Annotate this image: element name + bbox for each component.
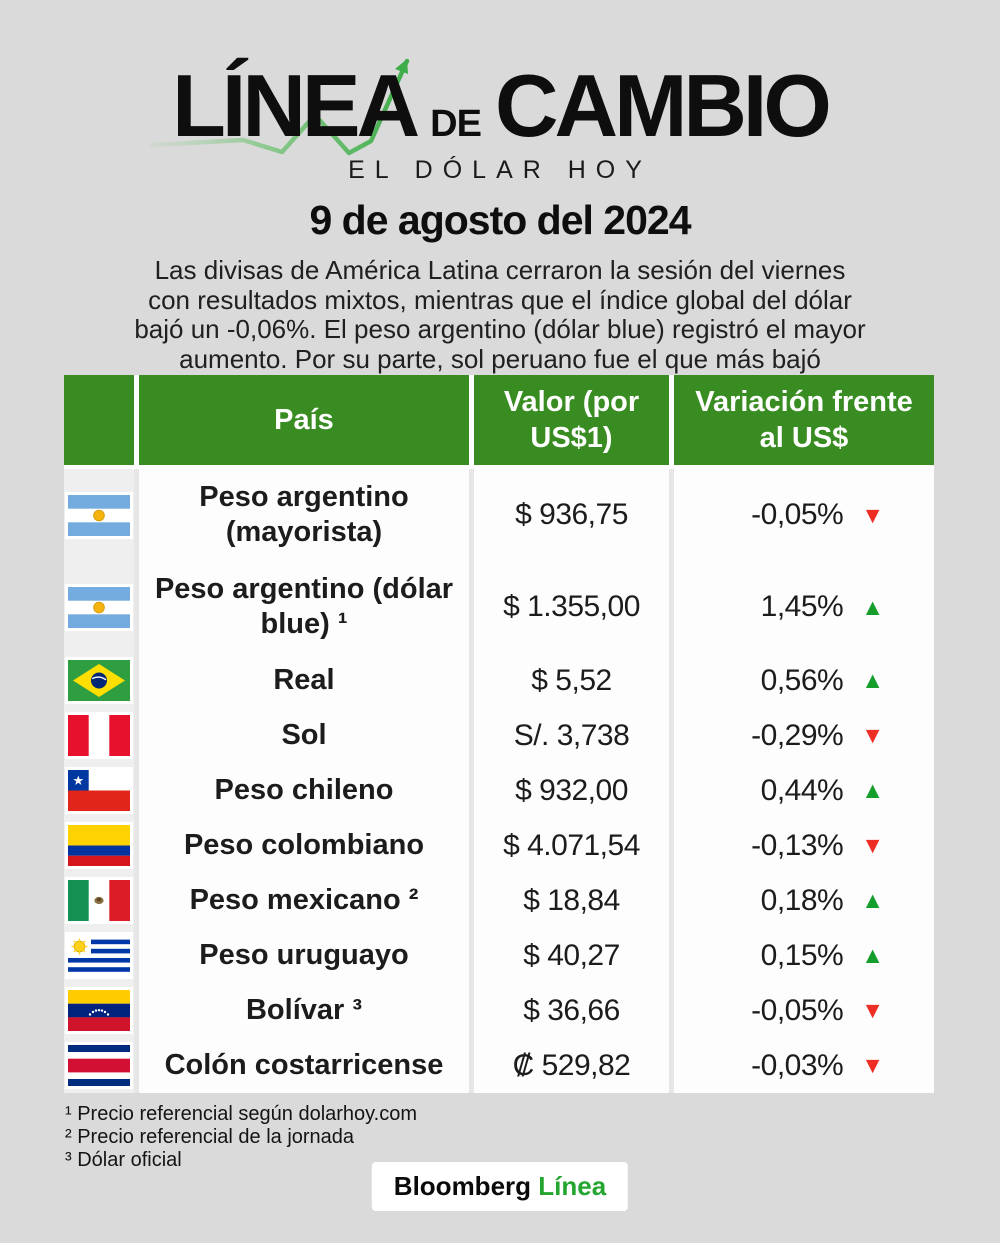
- country-name: Sol: [139, 708, 469, 763]
- intro-line: con resultados mixtos, mientras que el índice global del dólar: [148, 284, 852, 315]
- arrow-down-icon: ▼: [861, 722, 884, 748]
- subtitle: EL DÓLAR HOY: [348, 156, 652, 184]
- title-de: DE: [430, 103, 481, 145]
- flag-brazil-icon: [64, 653, 134, 708]
- exchange-value: $ 932,00: [474, 763, 669, 818]
- intro-line: Las divisas de América Latina cerraron la sesión del viernes: [154, 255, 846, 285]
- exchange-value: $ 18,84: [474, 873, 669, 928]
- variation-value: -0,13%: [751, 828, 844, 862]
- intro-paragraph: [0, 256, 1000, 374]
- variation-value: 0,56%: [760, 663, 844, 697]
- variation-value: 0,15%: [760, 938, 844, 972]
- exchange-value: $ 1.355,00: [474, 561, 669, 653]
- title-cambio: CAMBIO: [494, 56, 828, 155]
- flag-argentina-icon: [64, 561, 134, 653]
- arrow-down-icon: ▼: [861, 501, 884, 528]
- country-name: Peso chileno: [139, 763, 469, 818]
- logo-bloomberg: Bloomberg: [393, 1171, 532, 1201]
- flag-mexico-icon: [64, 873, 134, 928]
- header-variacion: Variación frente al US$: [674, 375, 934, 465]
- table-row: [64, 928, 934, 983]
- table-header: [64, 375, 934, 469]
- exchange-value: $ 36,66: [474, 983, 669, 1038]
- flag-colombia-icon: [64, 818, 134, 873]
- footnote: ³ Dólar oficial: [65, 1149, 182, 1171]
- intro-line: bajó un -0,06%. El peso argentino (dólar blue) registró el mayor: [134, 314, 866, 344]
- header-pais: País: [139, 375, 469, 465]
- flag-venezuela-icon: [64, 983, 134, 1038]
- table-row: [64, 561, 934, 653]
- country-name: Peso argentino (dólar blue) ¹: [139, 561, 469, 653]
- arrow-down-icon: ▼: [861, 997, 884, 1023]
- flag-peru-icon: [64, 708, 134, 763]
- logo-linea: Línea: [538, 1171, 607, 1201]
- table-row: [64, 1038, 934, 1093]
- country-name: Peso uruguayo: [139, 928, 469, 983]
- header-flag-cell: [64, 375, 134, 465]
- table-body: [64, 469, 934, 1093]
- arrow-up-icon: ▲: [861, 942, 884, 968]
- table-row: [64, 469, 934, 561]
- country-name: Bolívar ³: [139, 983, 469, 1038]
- arrow-down-icon: ▼: [861, 832, 884, 858]
- page-title: [0, 56, 1000, 155]
- exchange-value: $ 5,52: [474, 653, 669, 708]
- exchange-value: S/. 3,738: [474, 708, 669, 763]
- masthead: [0, 0, 1000, 374]
- title-linea: LÍNEA: [172, 56, 417, 155]
- table-row: [64, 653, 934, 708]
- variation-value: -0,29%: [751, 718, 844, 752]
- currency-table: [64, 375, 934, 1093]
- arrow-up-icon: ▲: [861, 593, 884, 620]
- country-name: Colón costarricense: [139, 1038, 469, 1093]
- bloomberg-linea-logo: [372, 1162, 628, 1211]
- table-row: [64, 983, 934, 1038]
- footnote: ² Precio referencial de la jornada: [65, 1126, 355, 1148]
- variation-value: -0,03%: [751, 1048, 844, 1082]
- arrow-up-icon: ▲: [861, 777, 884, 803]
- header-valor: Valor (por US$1): [474, 375, 669, 465]
- exchange-value: $ 40,27: [474, 928, 669, 983]
- variation-value: 0,18%: [760, 883, 844, 917]
- exchange-value: ₡ 529,82: [474, 1038, 669, 1093]
- table-row: [64, 818, 934, 873]
- footnote: ¹ Precio referencial según dolarhoy.com: [65, 1103, 418, 1125]
- arrow-up-icon: ▲: [861, 667, 884, 693]
- date-heading: 9 de agosto del 2024: [309, 197, 691, 243]
- country-name: Real: [139, 653, 469, 708]
- country-name: Peso argentino (mayorista): [139, 469, 469, 561]
- table-row: [64, 708, 934, 763]
- country-name: Peso mexicano ²: [139, 873, 469, 928]
- exchange-value: $ 4.071,54: [474, 818, 669, 873]
- variation-value: 0,44%: [760, 773, 844, 807]
- arrow-down-icon: ▼: [861, 1052, 884, 1078]
- variation-value: -0,05%: [751, 498, 844, 531]
- variation-value: 1,45%: [760, 590, 844, 623]
- flag-argentina-icon: [64, 469, 134, 561]
- intro-line: aumento. Por su parte, sol peruano fue el que más bajó: [179, 343, 821, 374]
- arrow-up-icon: ▲: [861, 887, 884, 913]
- flag-uruguay-icon: [64, 928, 134, 983]
- exchange-value: $ 936,75: [474, 469, 669, 561]
- footnotes: [65, 1103, 417, 1172]
- table-row: [64, 873, 934, 928]
- variation-value: -0,05%: [751, 993, 844, 1027]
- flag-costa_rica-icon: [64, 1038, 134, 1093]
- country-name: Peso colombiano: [139, 818, 469, 873]
- table-row: [64, 763, 934, 818]
- flag-chile-icon: [64, 763, 134, 818]
